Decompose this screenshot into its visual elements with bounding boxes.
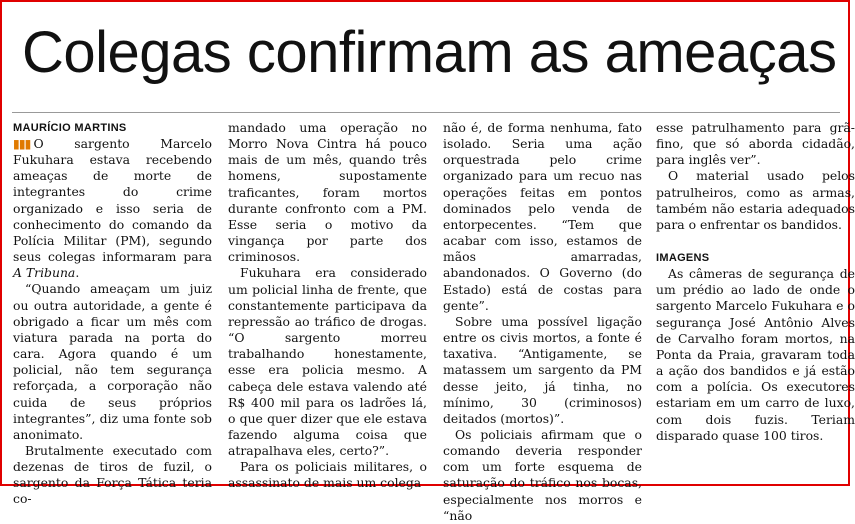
paragraph: Sobre uma possível ligação entre os civis mortos, a fonte é taxativa. “Antigamente, se matassem um sargento da PM desse jeito, já tinha, no mínimo, 30 (criminosos) deitados (mortos)”.	[443, 313, 642, 426]
paragraph: Os policiais afirmam que o comando deveria responder com um forte esquema de saturação do tráfico nos bocas, especialmente nos morros e “não	[443, 426, 642, 523]
lead-text: O sargento Marcelo Fukuhara estava recebendo ameaças de morte de integrantes do crime organizado e isso seria de conhecimento do comando da Polícia Militar (PM), segundo seus colegas informaram para	[13, 136, 212, 265]
paragraph: “Quando ameaçam um juiz ou outra autoridade, a gente é obrigado a ficar um mês com viatura parada na porta do cara. Agora quando é um policial, não tem segurança reforçada, a corporação não cuida de seus próprios integrantes”, diz uma fonte sob anonimato.	[13, 281, 212, 442]
article-column-3	[443, 120, 642, 523]
paragraph: esse patrulhamento para grã-fino, que só aborda cidadão, para inglês ver”.	[656, 120, 855, 168]
section-label: IMAGENS	[656, 252, 710, 265]
source-name: A Tribuna	[13, 265, 76, 281]
paragraph: As câmeras de segurança de um prédio ao lado de onde o sargento Marcelo Fukuhara e o segurança José Antônio Alves de Carvalho foram mortos, na Ponta da Praia, gravaram toda a ação dos bandidos e já estão com a polícia. Os executores estariam em um carro de luxo, com dois fuzis. Teriam disparado quase 100 tiros.	[656, 266, 855, 443]
article-column-1	[13, 120, 212, 507]
headline-divider	[12, 112, 840, 113]
paragraph: Para os policiais militares, o assassinato de mais um colega	[228, 459, 427, 491]
paragraph: não é, de forma nenhuma, fato isolado. Seria uma ação orquestrada pelo crime organizado para um recuo nas operações feitas em pontos dominados pelo venda de entorpecentes. “Tem que acabar com isso, estamos de mãos amarradas, abandonados. O Governo (do Estado) está de costas para gente”.	[443, 120, 642, 313]
byline: MAURÍCIO MARTINS	[13, 122, 127, 134]
paragraph: mandado uma operação no Morro Nova Cintra há pouco mais de um mês, quando três homens, supostamente traficantes, foram mortos durante confronto com a PM. Esse seria o motivo da vingança por parte dos criminosos.	[228, 120, 427, 265]
headline: Colegas confirmam as ameaças	[22, 20, 837, 85]
lead-end: .	[75, 265, 80, 281]
paragraph: O material usado pelos patrulheiros, como as armas, também não estaria adequados para o enfrentar os bandidos.	[656, 168, 855, 232]
paragraph: Fukuhara era considerado um policial linha de frente, que constantemente participava da repressão ao tráfico de drogas. “O sargento morreu trabalhando honestamente, esse era policia mesmo. A cabeça dele estava valendo até R$ 400 mil para os ladrões lá, o que quer dizer que ele estava fazendo alguma coisa que atrapalhava eles, certo?”.	[228, 265, 427, 459]
lead-paragraph	[13, 136, 212, 281]
article-column-4	[656, 120, 855, 480]
lead-marker-icon: ▮▮▮	[13, 136, 31, 151]
article-column-2	[228, 120, 427, 491]
paragraph: Brutalmente executado com dezenas de tiros de fuzil, o sargento da Força Tática teria co-	[13, 442, 212, 507]
